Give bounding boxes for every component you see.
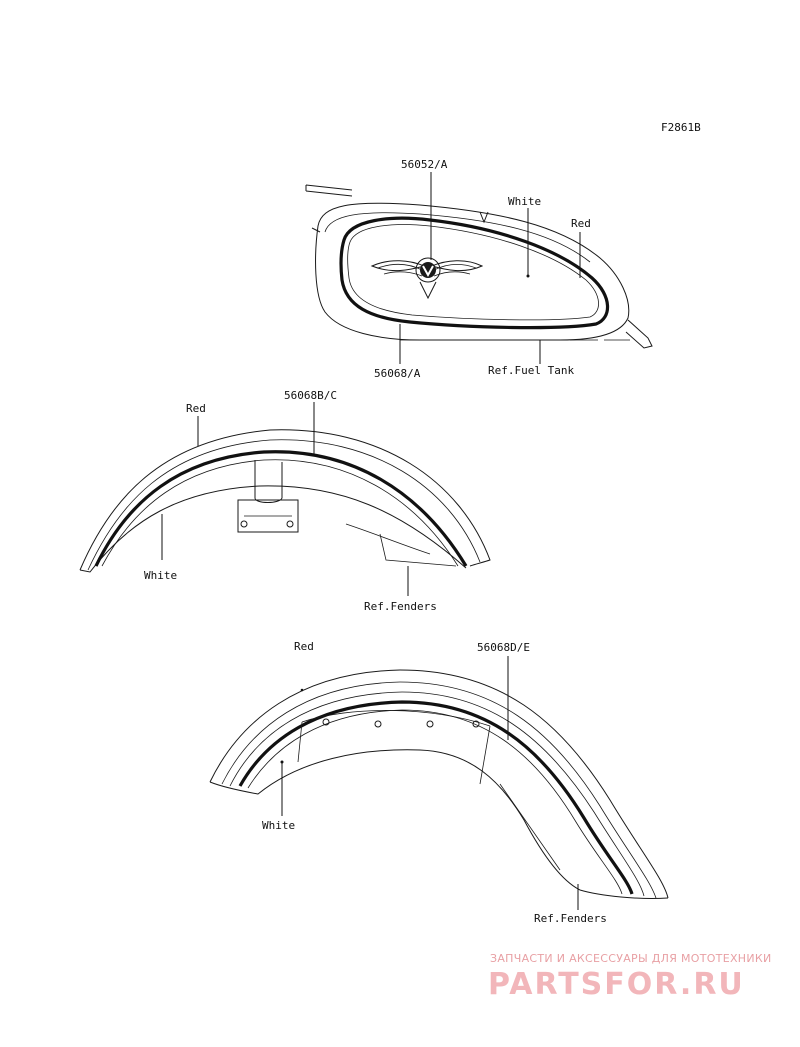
front-fender-white-label: White xyxy=(144,569,178,582)
fuel-tank-ref-label: Ref.Fuel Tank xyxy=(488,364,575,377)
figure-code: F2861B xyxy=(661,121,701,134)
fuel-tank-red-label: Red xyxy=(571,217,591,230)
fuel-tank-emblem-part: 56052/A xyxy=(401,158,448,171)
rear-fender-drawing xyxy=(210,670,668,899)
rear-fender-ref-label: Ref.Fenders xyxy=(534,912,607,925)
fuel-tank-drawing xyxy=(306,185,652,348)
front-fender-ref-label: Ref.Fenders xyxy=(364,600,437,613)
fuel-tank-stripe-part: 56068/A xyxy=(374,367,421,380)
front-fender-stripe-part: 56068B/C xyxy=(284,389,337,402)
rear-fender-red-label: Red xyxy=(294,640,314,653)
fuel-tank-white-label: White xyxy=(508,195,542,208)
front-fender-drawing xyxy=(80,430,490,572)
rear-fender-stripe-part: 56068D/E xyxy=(477,641,530,654)
watermark-brand: PARTSFOR.RU xyxy=(488,967,745,1002)
watermark-tagline: ЗАПЧАСТИ И АКСЕССУАРЫ ДЛЯ МОТОТЕХНИКИ xyxy=(490,952,772,965)
rear-fender-white-label: White xyxy=(262,819,296,832)
winged-emblem xyxy=(372,258,482,298)
front-fender-red-label: Red xyxy=(186,402,206,415)
